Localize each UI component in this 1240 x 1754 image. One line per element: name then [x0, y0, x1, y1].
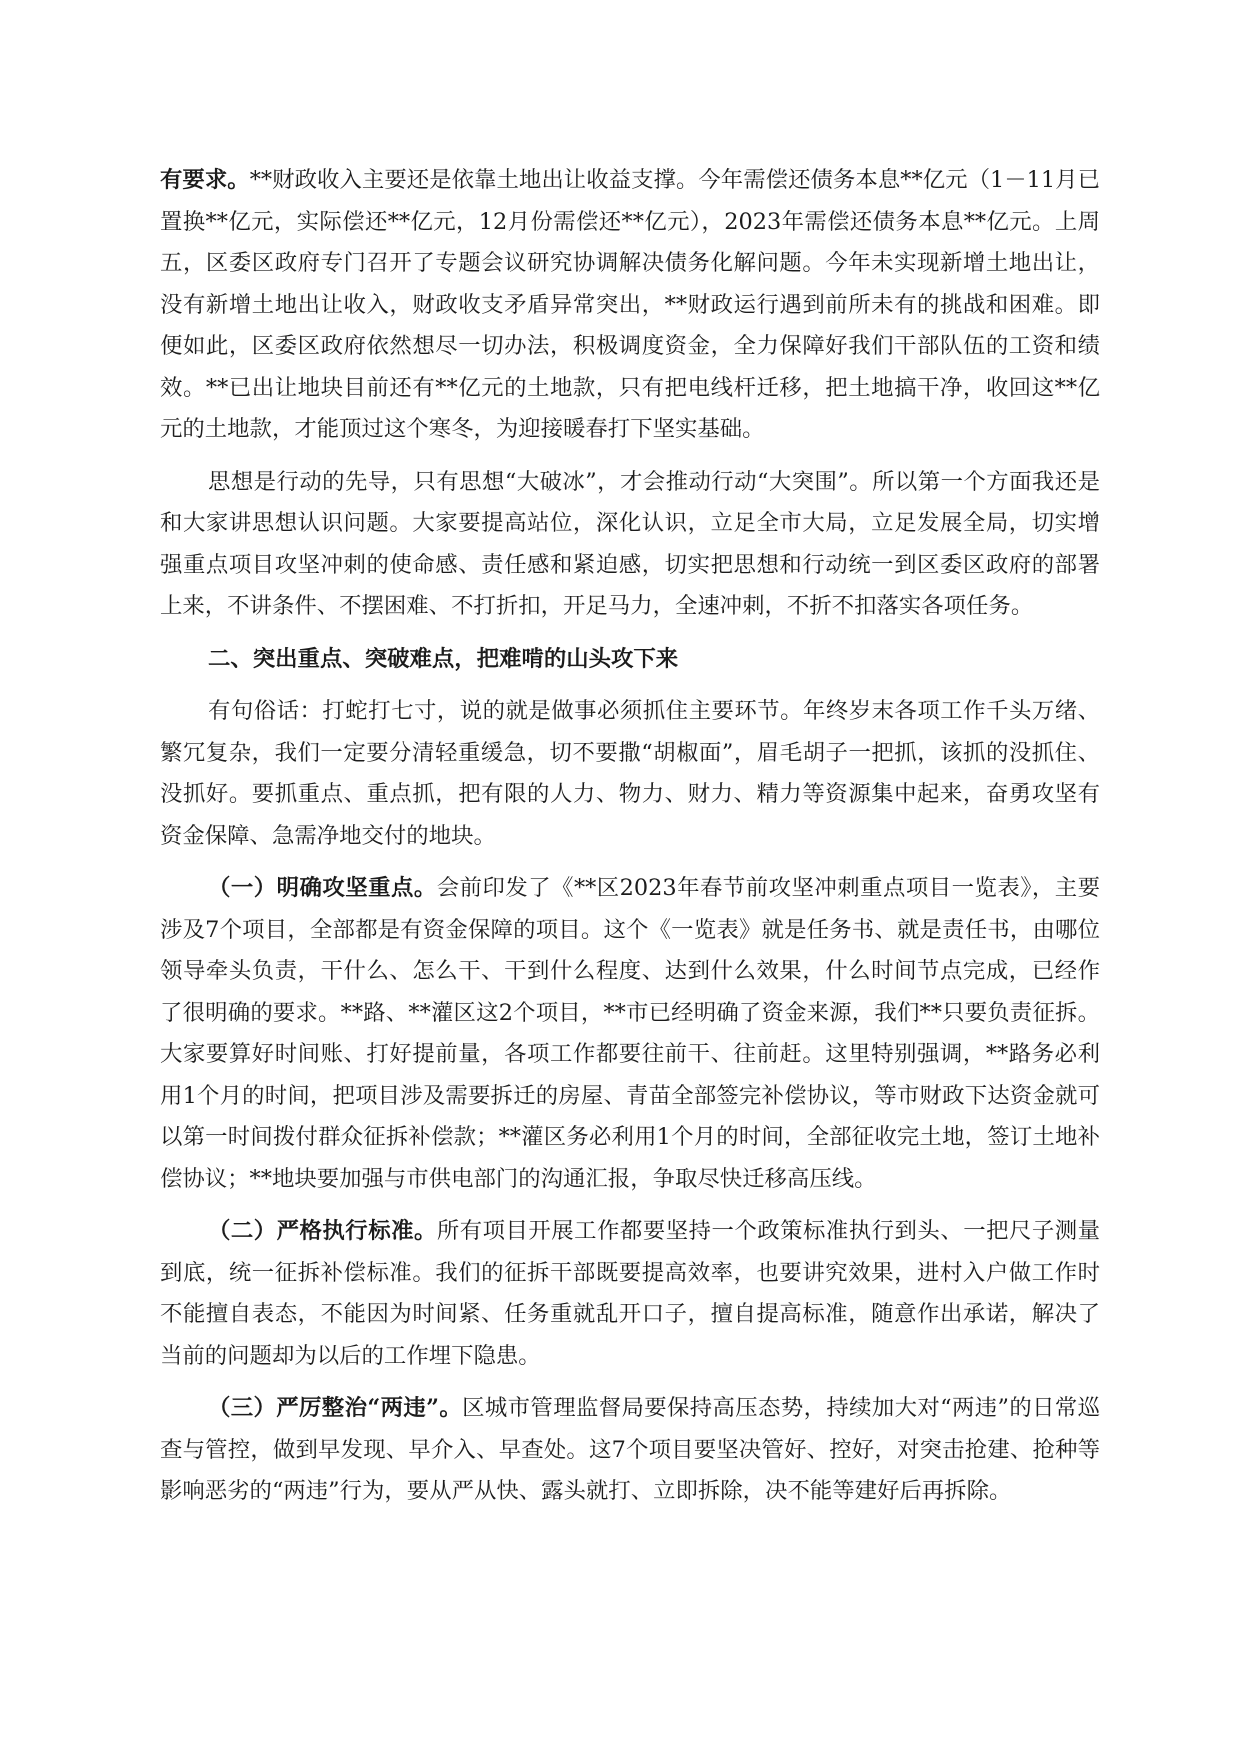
paragraph-text: 思想是行动的先导，只有思想“大破冰”，才会推动行动“大突围”。所以第一个方面我还是和大家讲思想认识问题。大家要提高站位，深化认识，立足全市大局，立足发展全局，切实增强重点项目攻坚冲刺的使命感、责任感和紧迫感，切实把思想和行动统一到区委区政府的部署上来，不讲条件、不摆困难、不打折扣，开足马力，全速冲刺，不折不扣落实各项任务。 [160, 468, 1100, 619]
paragraph-item-1 [160, 868, 1100, 1200]
paragraph-focus [160, 691, 1100, 857]
paragraph-fiscal-situation [160, 160, 1100, 451]
document-page [160, 160, 1100, 1524]
paragraph-lead: （二）严格执行标准。 [208, 1218, 437, 1244]
paragraph-text: 会前印发了《**区2023年春节前攻坚冲刺重点项目一览表》，主要涉及7个项目，全部都是有资金保障的项目。这个《一览表》就是任务书、就是责任书，由哪位领导牵头负责，干什么、怎么干、干到什么程度、达到什么效果，什么时间节点完成，已经作了很明确的要求。**路、**灌区这2个项目，**市已经明确了资金来源，我们**只要负责征拆。大家要算好时间账、打好提前量，各项工作都要往前干、往前赶。这里特别强调，**路务必利用1个月的时间，把项目涉及需要拆迁的房屋、青苗全部签完补偿协议，等市财政下达资金就可以第一时间拨付群众征拆补偿款；**灌区务必利用1个月的时间，全部征收完土地，签订土地补偿协议；**地块要加强与市供电部门的沟通汇报，争取尽快迁移高压线。 [160, 875, 1101, 1192]
paragraph-thinking [160, 462, 1100, 628]
paragraph-item-2 [160, 1211, 1100, 1377]
paragraph-item-3 [160, 1388, 1100, 1513]
paragraph-lead: （三）严厉整治“两违”。 [208, 1395, 463, 1421]
paragraph-text: **财政收入主要还是依靠土地出让收益支撑。今年需偿还债务本息**亿元（1－11月已置换**亿元，实际偿还**亿元，12月份需偿还**亿元），2023年需偿还债务本息**亿元。上周五，区委区政府专门召开了专题会议研究协调解决债务化解问题。今年未实现新增土地出让，没有新增土地出让收入，财政收支矛盾异常突出，**财政运行遇到前所未有的挑战和困难。即便如此，区委区政府依然想尽一切办法，积极调度资金，全力保障好我们干部队伍的工资和绩效。**已出让地块目前还有**亿元的土地款，只有把电线杆迁移，把土地搞干净，收回这**亿元的土地款，才能顶过这个寒冬，为迎接暖春打下坚实基础。 [160, 167, 1100, 442]
paragraph-text: 所有项目开展工作都要坚持一个政策标准执行到头、一把尺子测量到底，统一征拆补偿标准。我们的征拆干部既要提高效率，也要讲究效果，进村入户做工作时不能擅自表态，不能因为时间紧、任务重就乱开口子，擅自提高标准，随意作出承诺，解决了当前的问题却为以后的工作埋下隐患。 [160, 1218, 1101, 1369]
paragraph-lead: 有要求。 [160, 167, 250, 193]
section-heading: 二、突出重点、突破难点，把难啃的山头攻下来 [208, 645, 679, 672]
paragraph-text: 有句俗话：打蛇打七寸，说的就是做事必须抓住主要环节。年终岁末各项工作千头万绪、繁冗复杂，我们一定要分清轻重缓急，切不要撒“胡椒面”，眉毛胡子一把抓，该抓的没抓住、没抓好。要抓重点、重点抓，把有限的人力、物力、财力、精力等资源集中起来，奋勇攻坚有资金保障、急需净地交付的地块。 [160, 698, 1100, 849]
paragraph-text: 区城市管理监督局要保持高压态势，持续加大对“两违”的日常巡查与管控，做到早发现、早介入、早查处。这7个项目要坚决管好、控好，对突击抢建、抢种等影响恶劣的“两违”行为，要从严从快、露头就打、立即拆除，决不能等建好后再拆除。 [160, 1395, 1100, 1504]
paragraph-lead: （一）明确攻坚重点。 [208, 875, 437, 901]
